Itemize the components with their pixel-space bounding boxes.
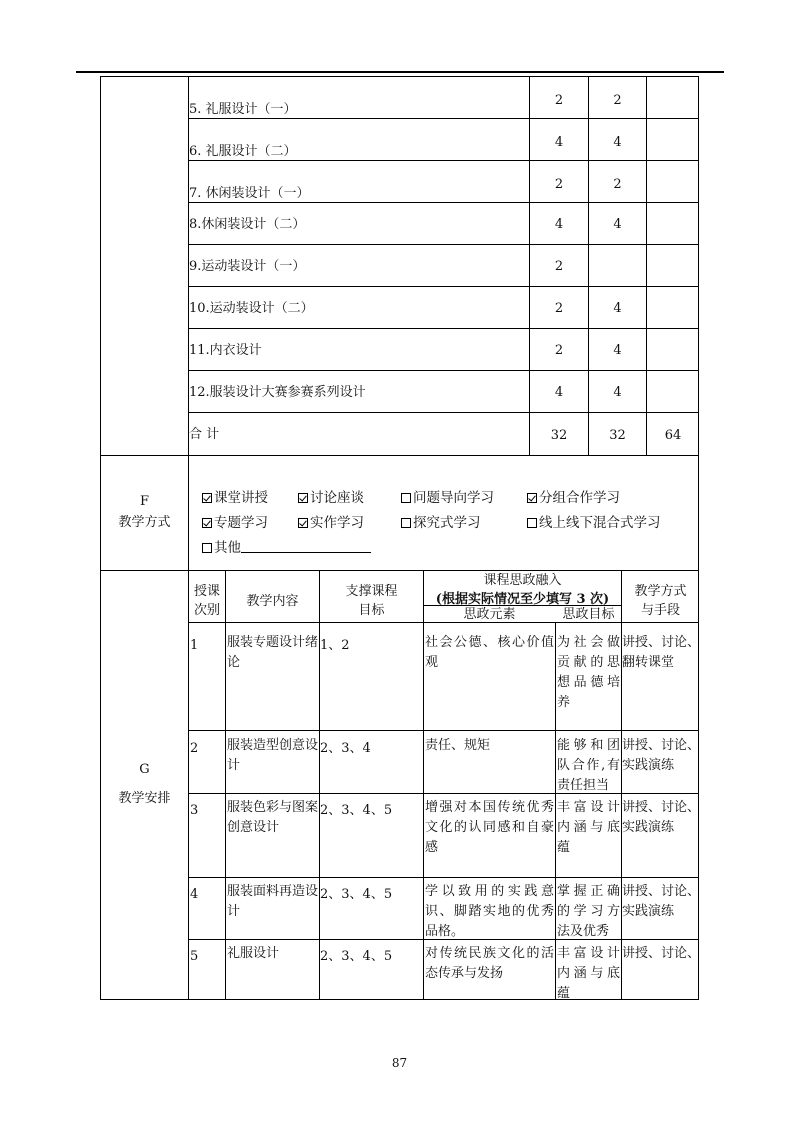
header-session: 授课: [193, 584, 220, 599]
checkbox-checked-icon[interactable]: [298, 493, 308, 503]
page-number: 87: [391, 1056, 408, 1070]
checkbox-empty-icon[interactable]: [202, 543, 212, 553]
hours-column-divider-3: [646, 77, 647, 456]
option-lecture[interactable]: 课堂讲授: [202, 486, 268, 506]
option-other[interactable]: 其他: [202, 536, 371, 556]
option-practice[interactable]: 实作学习: [298, 511, 364, 531]
header-objective-2: 目标: [358, 603, 385, 618]
section-f-title: 教学方式: [118, 515, 171, 530]
other-blank-line[interactable]: [241, 540, 371, 553]
header-ideology-note: (根据实际情况至少填写 3 次): [435, 592, 610, 607]
header-method-2: 与手段: [640, 603, 680, 618]
checkbox-checked-icon[interactable]: [202, 493, 212, 503]
option-topic-study[interactable]: 专题学习: [202, 511, 268, 531]
option-discussion[interactable]: 讨论座谈: [298, 486, 364, 506]
option-inquiry[interactable]: 探究式学习: [401, 511, 481, 531]
section-f-letter: F: [139, 494, 150, 509]
option-problem-based[interactable]: 问题导向学习: [401, 486, 494, 506]
hours-column-divider-2: [588, 77, 589, 456]
checkbox-empty-icon[interactable]: [401, 493, 411, 503]
course-table: 5. 礼服设计（一） 2 2 6. 礼服设计（二） 4 4 7. 休闲装设计（一） 2 2 8.休闲装设计（二） 4 4 9.运动装设计（一） 2 10.运动装设计（二） 2 4 11.内衣设计 2 4 12.服装设计大赛参赛系列设计 4 4 合 计 32 32 64 F 教学方式 课堂讲授 讨论座谈 问题导向学习 分组合作学习 专题学习 实作学习 探究式学习 线上线下混合式学习 其他 G 教学安排 授课 次别 教学内容 支撑课程 目标 课程思政融入 (根据实际情况至少填写 3 次) 思政元素 思政目标 教学方式 与手段 1 服装专题设计绪论 1、2 社会公德、核心价值观 为社会做贡献的思想品德培养 讲授、讨论、翻转课堂 2 服装造型创意设计 2、3、4 责任、规矩 能够和团队合作,有责任担当 讲授、讨论、实践演练 3 服装色彩与图案创意设计 2、3、4、5 增强对本国传统优秀文化的认同感和自豪感 丰富设计内涵与底蕴 讲授、讨论、实践演练 4 服装面料再造设计 2、3、4、5 学以致用的实践意识、脚踏实地的优秀品格。 掌握正确的学习方法及优秀 讲授、讨论、实践演练 5 礼服设计 2、3、4、5 对传统民族文化的活态传承与发扬 丰富设计内涵与底蕴 讲授、讨论、: [100, 76, 699, 1000]
checkbox-checked-icon[interactable]: [298, 518, 308, 528]
section-f-top-border: [101, 455, 699, 456]
option-group-cooperation[interactable]: 分组合作学习: [527, 486, 620, 506]
section-g-title: 教学安排: [118, 791, 171, 806]
section-g-top-border: [101, 570, 699, 571]
header-goal: 思政目标: [562, 607, 615, 622]
section-g-letter: G: [139, 762, 150, 777]
header-rule: [76, 71, 724, 73]
checkbox-empty-icon[interactable]: [527, 518, 537, 528]
header-content: 教学内容: [246, 594, 299, 609]
header-session-2: 次别: [193, 603, 220, 618]
header-method: 教学方式: [634, 584, 687, 599]
option-blended[interactable]: 线上线下混合式学习: [527, 511, 661, 531]
checkbox-checked-icon[interactable]: [527, 493, 537, 503]
header-objective: 支撑课程: [345, 584, 398, 599]
checkbox-checked-icon[interactable]: [202, 518, 212, 528]
header-element: 思政元素: [463, 607, 516, 622]
checkbox-empty-icon[interactable]: [401, 518, 411, 528]
header-ideology: 课程思政融入: [483, 573, 562, 588]
